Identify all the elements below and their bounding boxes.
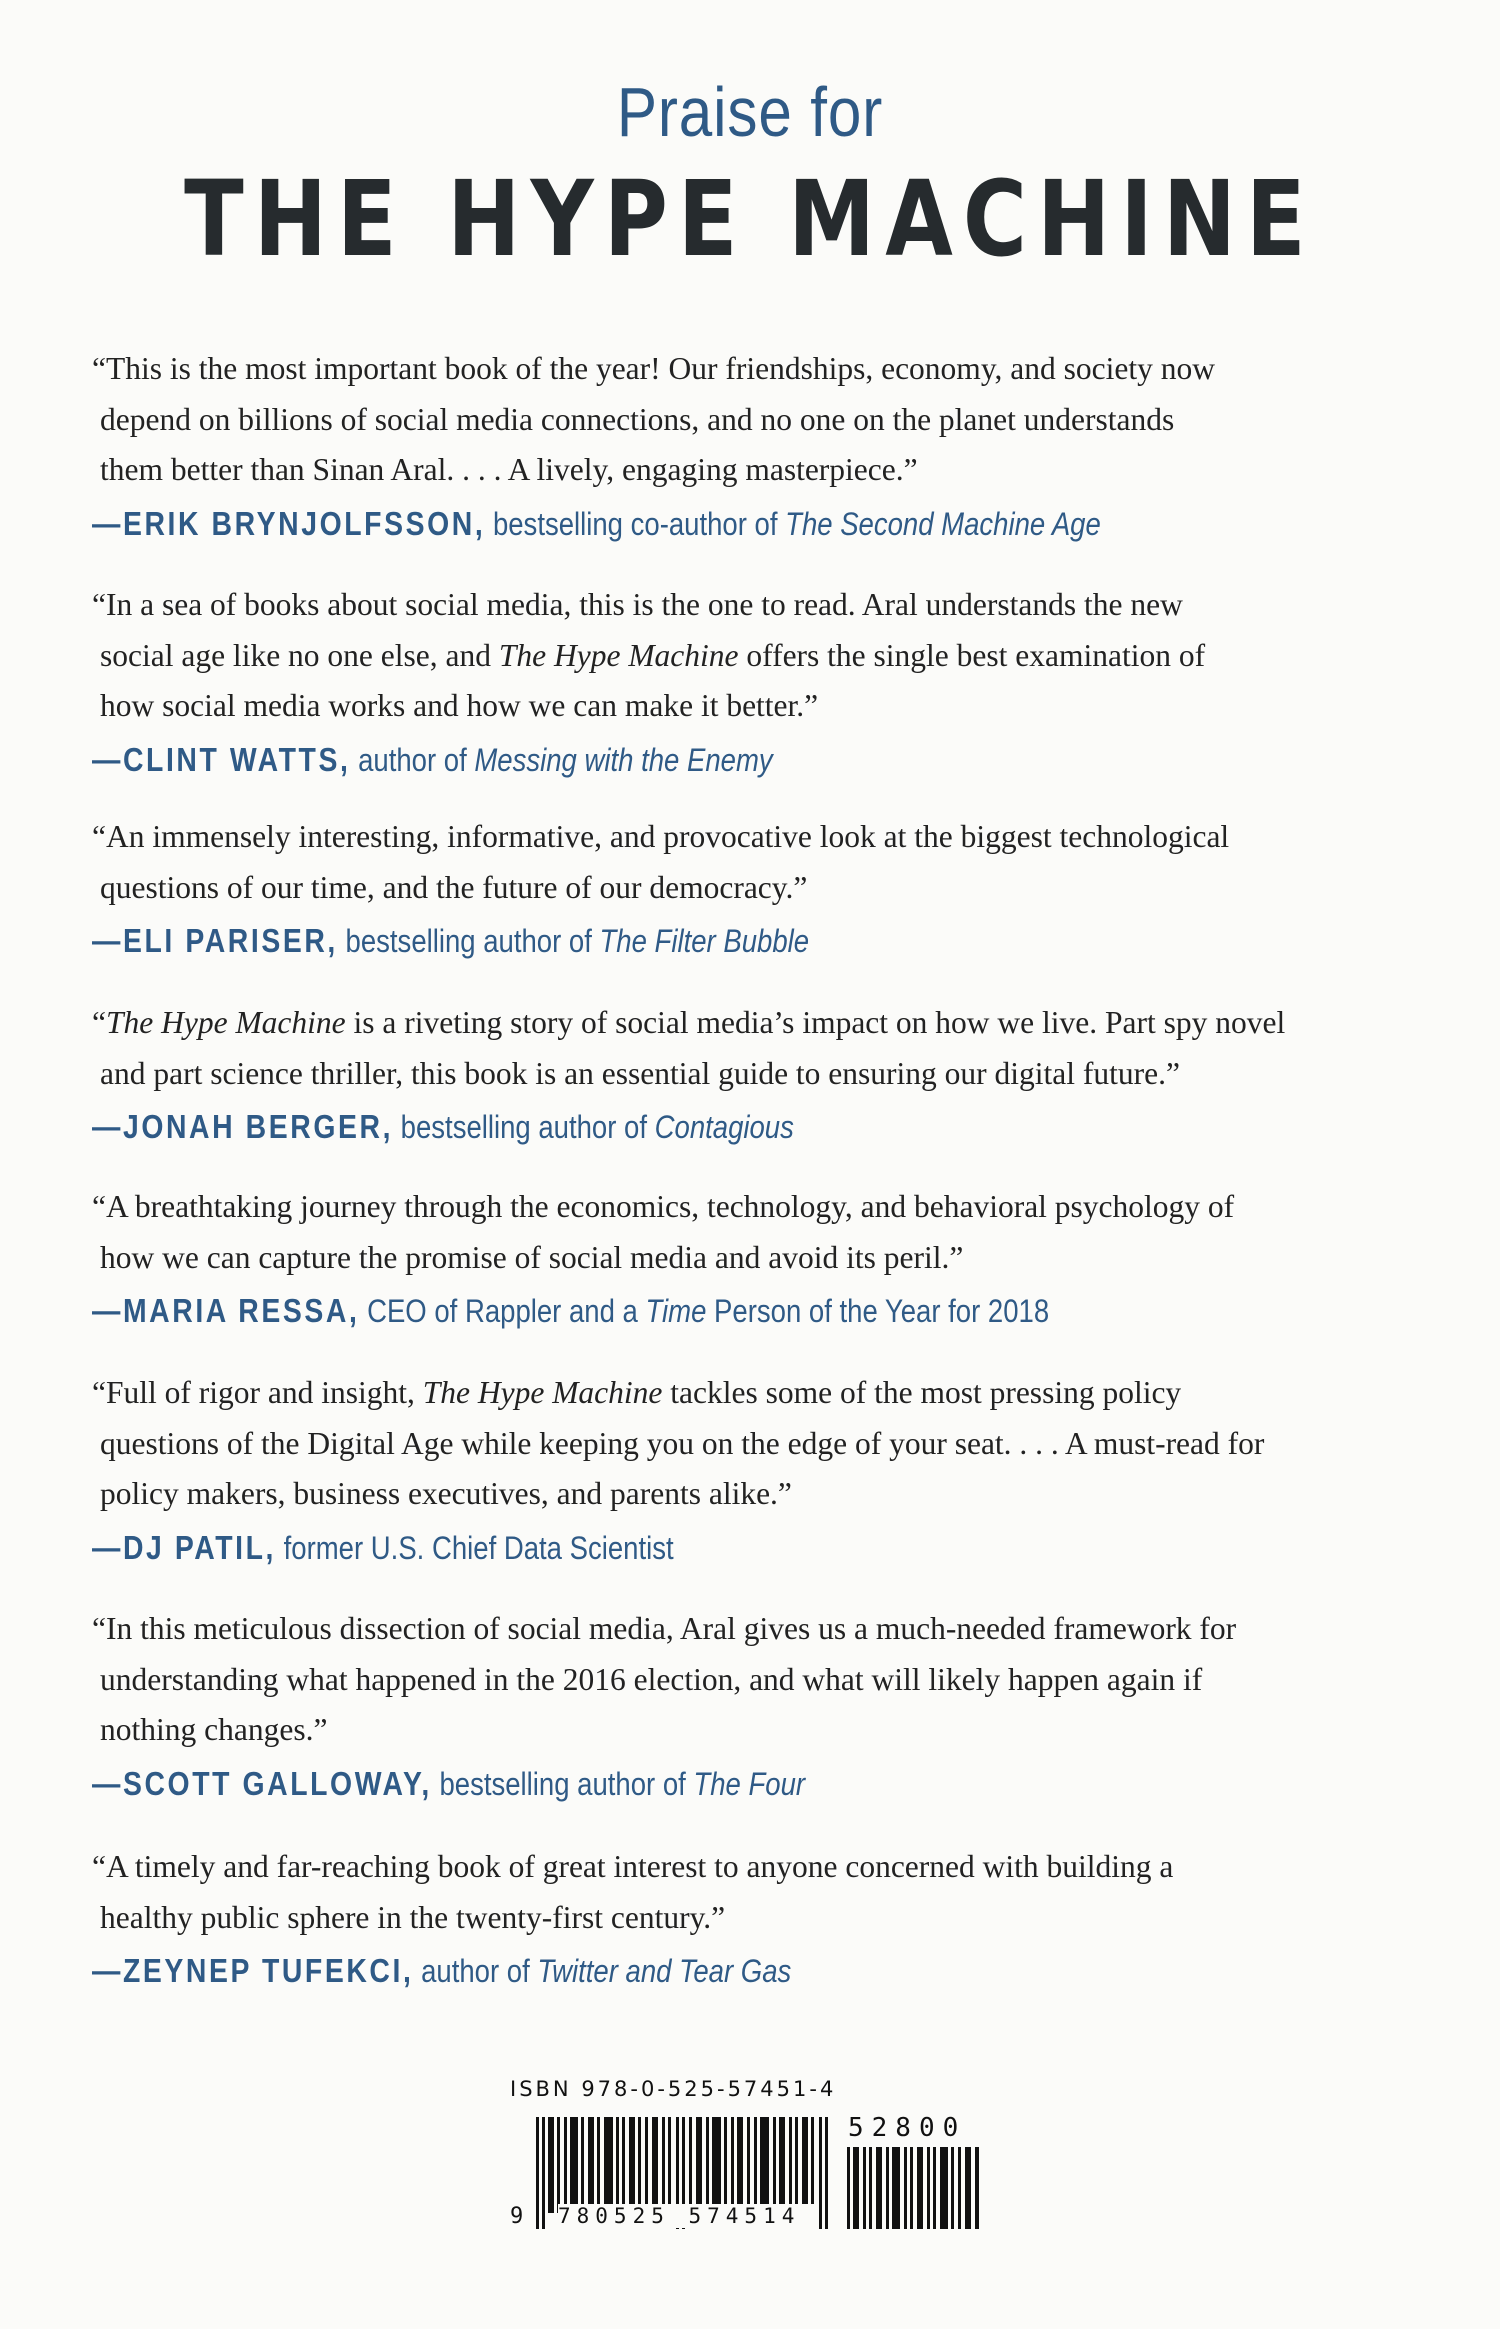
attribution-name: —MARIA RESSA, — [92, 1292, 360, 1329]
quote-line: “A timely and far-reaching book of great interest to anyone concerned with building a — [92, 1849, 1174, 1884]
attribution-name: —ELI PARISER, — [92, 922, 338, 959]
quote-line: how we can capture the promise of social media and avoid its peril.” — [100, 1239, 964, 1275]
quote-line: “Full of rigor and insight, The Hype Machine tackles some of the most pressing policy — [92, 1375, 1182, 1410]
book-title-inline: The Hype Machine — [105, 1005, 346, 1040]
quote-block — [92, 1368, 1412, 1574]
attribution-role: bestselling author of — [431, 1765, 694, 1802]
quote-line: “The Hype Machine is a riveting story of social media’s impact on how we live. Part spy novel — [92, 1005, 1286, 1040]
quote-line: policy makers, business executives, and parents alike.” — [100, 1476, 792, 1511]
quote-attribution — [92, 915, 1227, 967]
quote-attribution — [92, 498, 1227, 550]
attribution-role: bestselling author of — [393, 1109, 655, 1145]
quote-line: them better than Sinan Aral. . . . A lively, engaging masterpiece.” — [100, 452, 918, 487]
book-title-inline: The Hype Machine — [422, 1375, 663, 1410]
quote-line: “This is the most important book of the year! Our friendships, economy, and society now — [92, 351, 1215, 386]
barcode-digits: 780525 574514 — [558, 2204, 818, 2228]
attribution-role: bestselling author of — [337, 923, 600, 959]
attribution-name: —ZEYNEP TUFEKCI, — [92, 1952, 414, 1989]
price-addon-bars — [847, 2147, 979, 2229]
quote-block — [92, 1842, 1412, 1997]
book-title: THE HYPE MACHINE — [184, 158, 1316, 280]
quote-line: nothing changes.” — [100, 1712, 328, 1747]
attribution-name: —SCOTT GALLOWAY, — [92, 1764, 432, 1802]
quote-block — [92, 580, 1412, 786]
attribution-role: author of — [413, 1953, 538, 1989]
attribution-role: author of — [350, 741, 475, 778]
attribution-role-suffix: Person of the Year for 2018 — [706, 1293, 1050, 1329]
attribution-work: Contagious — [654, 1109, 794, 1145]
quote-attribution — [92, 734, 1227, 786]
attribution-work: The Second Machine Age — [785, 505, 1101, 542]
book-title-inline: The Hype Machine — [498, 637, 739, 673]
quote-attribution — [92, 1945, 1227, 1997]
quote-line — [92, 580, 1412, 631]
quote-block — [92, 1604, 1412, 1810]
barcode-lead-digit: 9 — [510, 2204, 524, 2229]
quote-line: understanding what happened in the 2016 election, and what will likely happen again if — [100, 1661, 1203, 1697]
attribution-name: —DJ PATIL, — [92, 1528, 276, 1566]
quote-line: “An immensely interesting, informative, and provocative look at the biggest technological — [92, 819, 1230, 854]
quote-attribution — [92, 1101, 1227, 1153]
quote-line: healthy public sphere in the twenty-first century.” — [100, 1899, 726, 1935]
quote-line: how social media works and how we can make it better.” — [100, 688, 819, 723]
quote-attribution — [92, 1522, 1227, 1574]
quote-line: “In this meticulous dissection of social media, Aral gives us a much-needed framework for — [92, 1611, 1237, 1646]
quote-block — [92, 998, 1412, 1153]
quote-block — [92, 1182, 1412, 1337]
attribution-role: bestselling co-author of — [485, 505, 786, 542]
quote-line: and part science thriller, this book is an essential guide to ensuring our digital future.” — [100, 1055, 1180, 1091]
attribution-name: —JONAH BERGER, — [92, 1108, 394, 1145]
quote-line: questions of the Digital Age while keeping you on the edge of your seat. . . . A must-read for — [100, 1425, 1265, 1461]
attribution-work: Messing with the Enemy — [474, 741, 773, 778]
quote-line-text: “In a sea of books about social media, this is the one to read. Aral understands the new — [92, 587, 1183, 622]
attribution-work: The Filter Bubble — [599, 923, 810, 959]
quote-line: depend on billions of social media connections, and no one on the planet understands — [100, 401, 1175, 437]
quote-line: “A breathtaking journey through the economics, technology, and behavioral psychology of — [92, 1189, 1235, 1224]
price-addon-digits: 52800 — [848, 2113, 967, 2143]
attribution-role: former U.S. Chief Data Scientist — [275, 1529, 674, 1566]
attribution-work: Twitter and Tear Gas — [537, 1953, 792, 1989]
quote-attribution — [92, 1285, 1227, 1337]
attribution-name: —CLINT WATTS, — [92, 740, 351, 778]
quote-line: questions of our time, and the future of our democracy.” — [100, 869, 808, 905]
attribution-work: Time — [645, 1293, 707, 1329]
quote-block — [92, 344, 1412, 550]
isbn-barcode — [502, 2077, 1002, 2247]
quote-block — [92, 812, 1412, 967]
praise-heading: Praise for — [616, 73, 884, 151]
attribution-work: The Four — [693, 1765, 806, 1802]
quote-line: social age like no one else, and The Hype Machine offers the single best examination of — [100, 637, 1206, 673]
isbn-number: ISBN 978-0-525-57451-4 — [510, 2077, 837, 2101]
attribution-role: CEO of Rappler and a — [359, 1293, 646, 1329]
attribution-name: —ERIK BRYNJOLFSSON, — [92, 504, 486, 542]
quote-attribution — [92, 1758, 1227, 1810]
